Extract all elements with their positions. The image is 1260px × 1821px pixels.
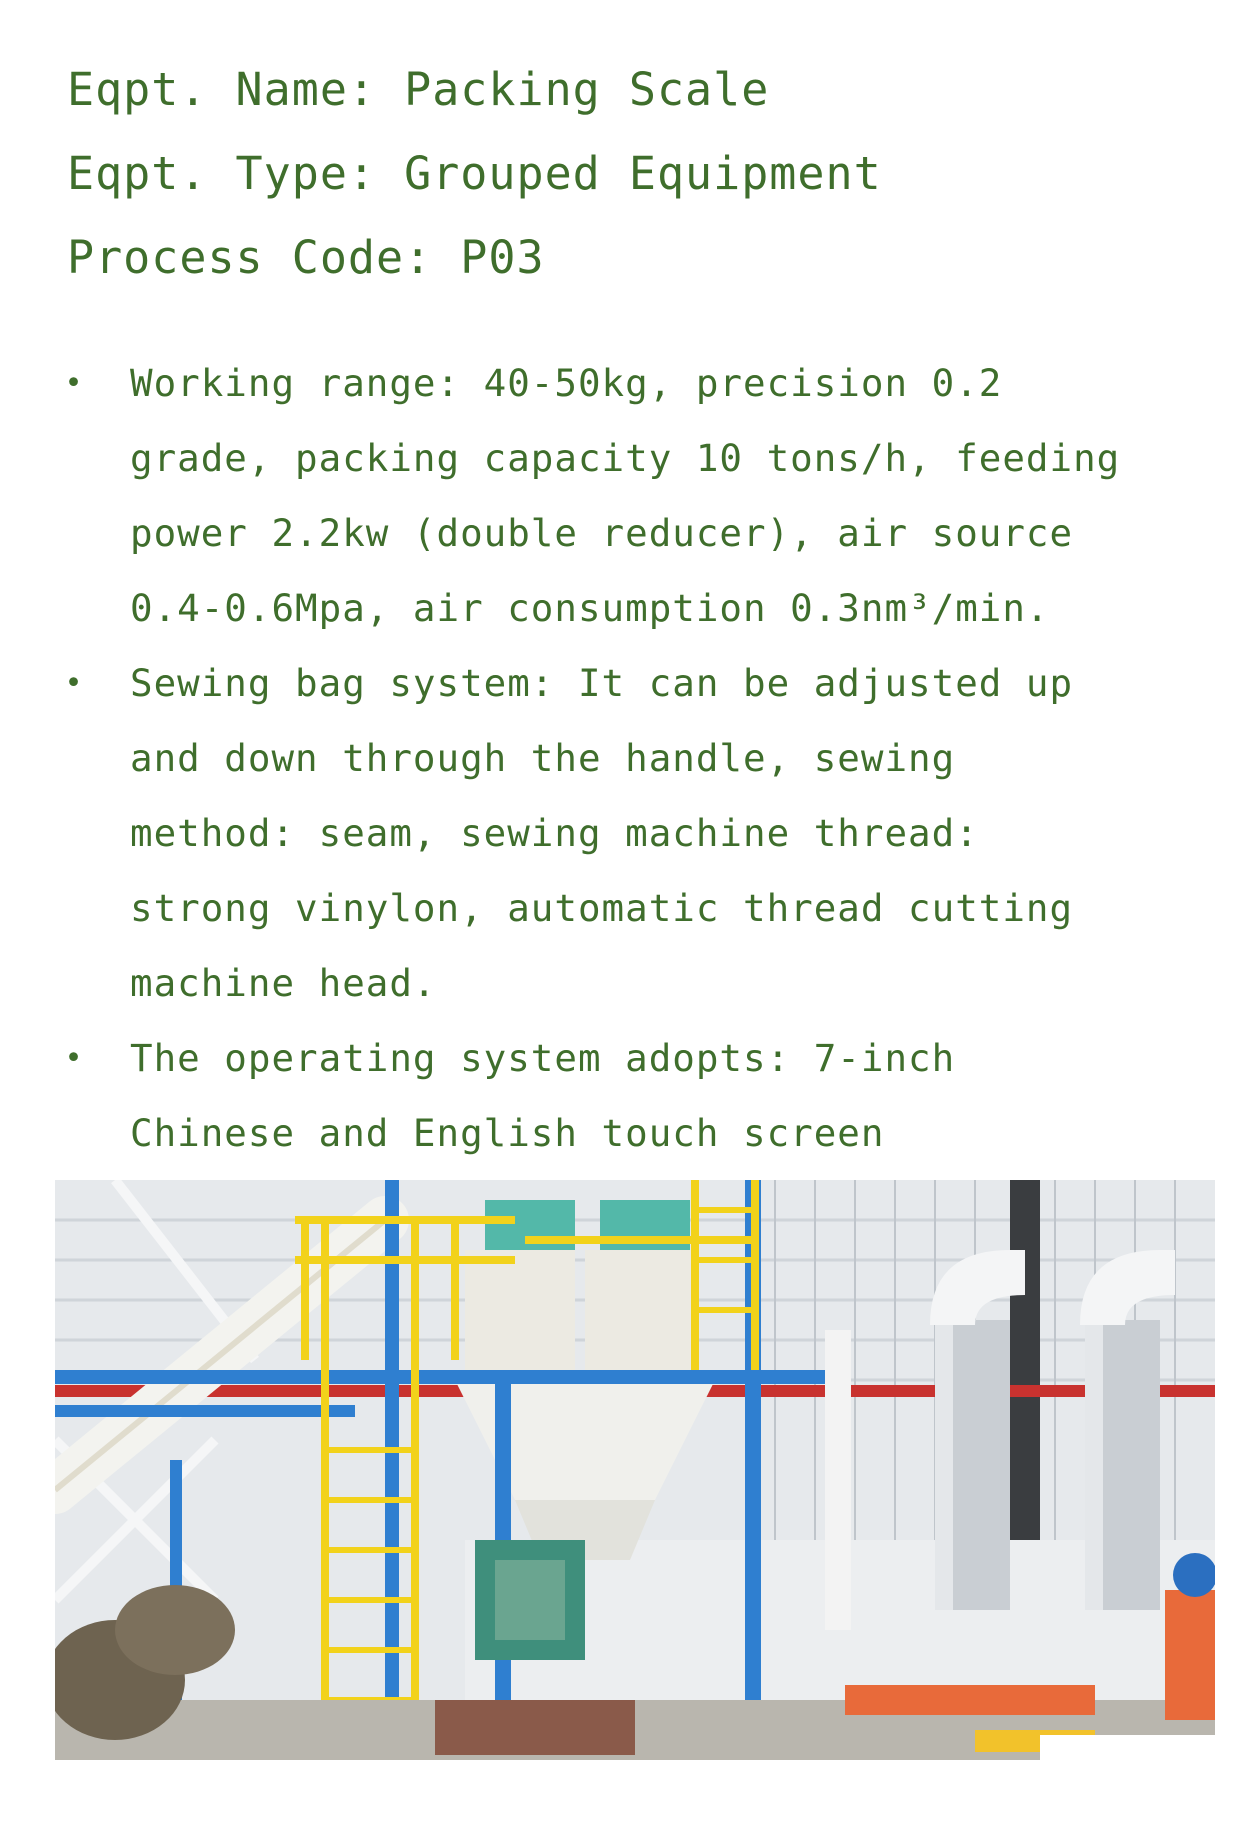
equipment-name-line: Eqpt. Name: Packing Scale (67, 63, 770, 116)
spec-text: Sewing bag system: It can be adjusted up and down through the handle, sewing method: seam, sewing machine thread: strong vinylon, automatic thread cutting machine head. (130, 661, 1074, 1005)
equipment-photo-illustration (55, 1180, 1215, 1760)
bullet-icon: • (64, 666, 84, 701)
equipment-header (67, 48, 882, 300)
spec-item (62, 346, 1142, 646)
spec-text: Working range: 40-50kg, precision 0.2 grade, packing capacity 10 tons/h, feeding power 2.2kw (double reducer), air source 0.4-0.6Mpa, air consumption 0.3nm³/min. (130, 361, 1121, 630)
process-code-line: Process Code: P03 (67, 231, 545, 284)
spec-text: The operating system adopts: 7-inch Chinese and English touch screen (130, 1036, 956, 1155)
equipment-type-line: Eqpt. Type: Grouped Equipment (67, 147, 882, 200)
spec-item (62, 646, 1142, 1021)
bullet-icon: • (64, 1041, 84, 1076)
packing-scale-photo (55, 1180, 1215, 1760)
spec-list (62, 346, 1142, 1171)
bullet-icon: • (64, 366, 84, 401)
spec-item (62, 1021, 1142, 1171)
